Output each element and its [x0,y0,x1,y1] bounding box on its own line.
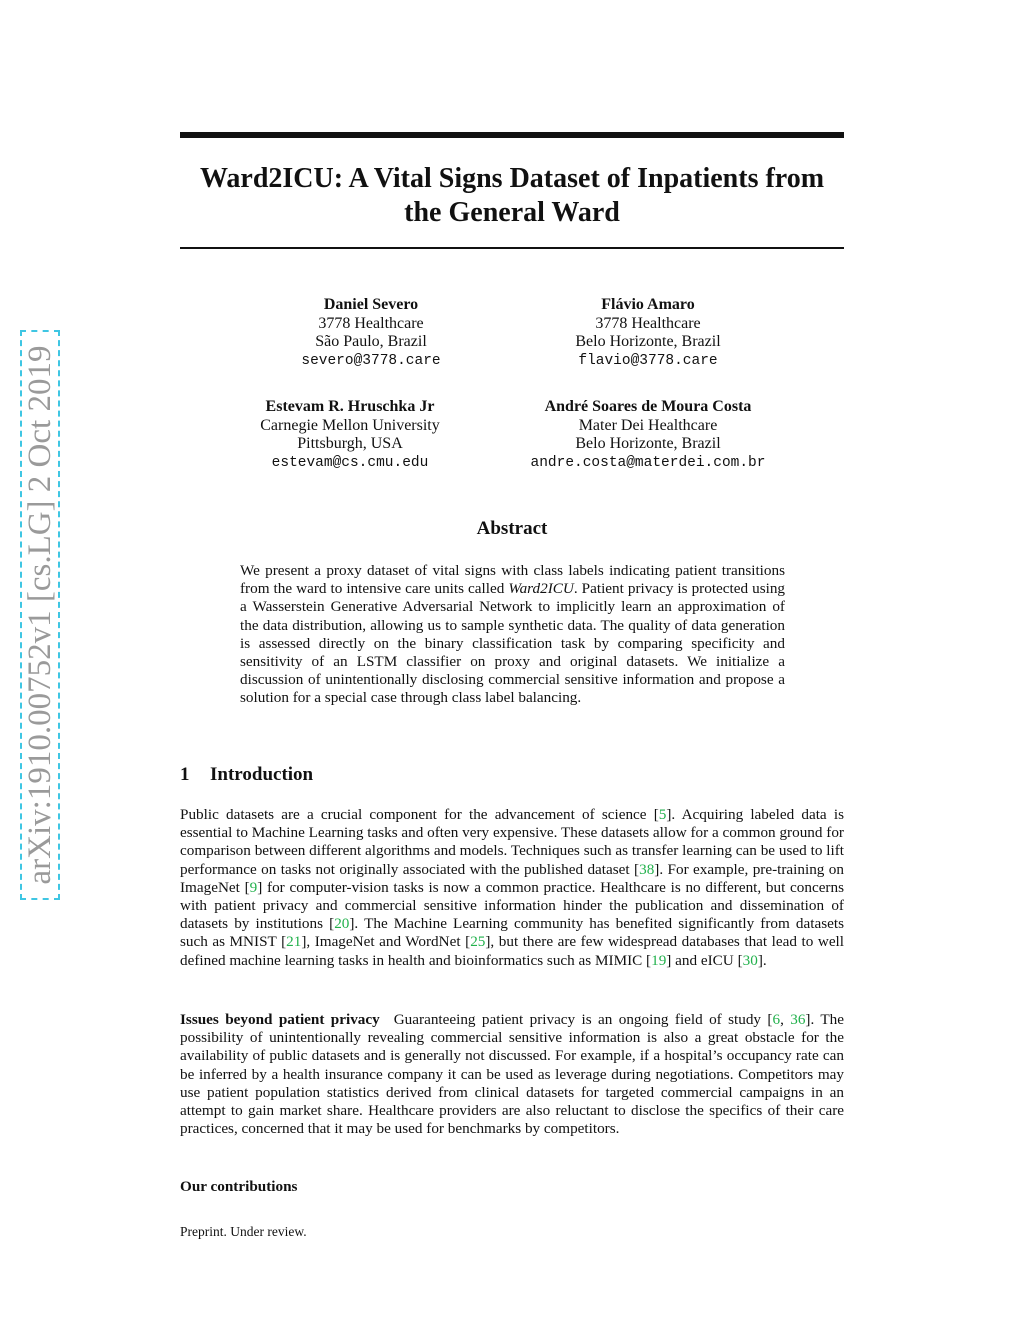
paper-title [180,162,844,230]
citation-link[interactable]: 19 [651,951,667,969]
contributions-heading: Our contributions [180,1178,298,1195]
section-heading-introduction [180,764,313,786]
abstract-heading: Abstract [476,518,548,539]
citation-link[interactable]: 25 [470,933,486,951]
author-name: Daniel Severo [323,296,419,313]
author-block-1 [221,296,521,370]
author-block-4 [498,398,798,472]
section-title: Introduction [210,764,314,785]
abstract-text-part-1: We present a proxy dataset of vital signs with class labels indicating patient transitions from the ward to intensive care units called [240,562,785,598]
text-run: ]. [757,951,767,969]
text-run: ]. Acquiring labeled data is essential to Machine Learning tasks and often very expensive. These datasets allow for a common ground for comparison between different algorithms and models. Techniques such as transfer learning can be used to lift performance on tasks not originally associated with the published dataset [ [180,806,844,878]
text-run: ]. The possibility of unintentionally revealing commercial sensitive information is also a great obstacle for the availability of public datasets and is generally not discussed. For example, if a hospital’s occupancy rate can be inferred by a health insurance company it can be used as leverage during negotiations. Competitors may use patient population statistics derived from clinical datasets for targeted commercial campaigns in an attempt to gain market share. Healthcare providers are also reluctant to disclose the specifics of their care practices, concerned that it may be used for benchmarks by competitors. [180,1011,844,1138]
author-affiliation: 3778 Healthcare [318,314,424,332]
text-run: ]. For example, pre-training on ImageNet [ [180,860,844,896]
author-email[interactable]: flavio@3778.care [578,352,718,369]
author-email[interactable]: andre.costa@materdei.com.br [530,454,766,471]
abstract-text [240,562,785,708]
citation-link[interactable]: 9 [249,878,258,896]
text-run: , [780,1011,791,1028]
intro-paragraph-2 [180,1011,844,1138]
author-email[interactable]: estevam@cs.cmu.edu [271,454,429,471]
text-run: ] for computer-vision tasks is now a common practice. Healthcare is no different, but concerns with patient privacy and commercial sensitive information hinder the publication and dissemination of datasets by institutions [ [180,878,844,933]
text-run: ], ImageNet and WordNet [ [301,933,471,951]
paragraph-runin-heading: Issues beyond patient privacy [180,1011,380,1028]
text-run: ], but there are few widespread databases that lead to well defined machine learning tasks in health and bioinformatics such as MIMIC [ [180,933,844,969]
title-rule-bottom [180,247,844,249]
author-email[interactable]: severo@3778.care [301,352,441,369]
author-affiliation: Mater Dei Healthcare [578,416,718,434]
author-block-2 [498,296,798,370]
dataset-name: Ward2ICU [508,580,574,598]
citation-link[interactable]: 5 [658,806,667,823]
text-run: ]. The Machine Learning community has benefited significantly from datasets such as MNIST [ [180,915,844,951]
author-location: São Paulo, Brazil [315,333,427,350]
text-run: ] and eICU [ [666,951,743,969]
author-name: Estevam R. Hruschka Jr [265,398,435,415]
text-run: Public datasets are a crucial component for the advancement of science [ [180,806,659,823]
author-name: André Soares de Moura Costa [544,398,752,415]
citation-link[interactable]: 6 [772,1011,781,1028]
abstract-text-part-2: . Patient privacy is protected using a Wasserstein Generative Adversarial Network to implicitly learn an approximation of the data distribution, allowing us to sample synthetic data. The quality of data generation is assessed directly on the binary classification task by comparing specificity and sensitivity of an LSTM classifier on proxy and original datasets. We initialize a discussion of unintentionally disclosing commercial sensitive information and propose a solution for a special case through class label balancing. [240,580,786,707]
author-location: Belo Horizonte, Brazil [575,435,721,452]
preprint-footer: Preprint. Under review. [180,1224,307,1239]
title-line-2: the General Ward [404,197,620,228]
section-number: 1 [180,764,190,785]
title-rule-top [180,132,844,138]
title-line-1: Ward2ICU: A Vital Signs Dataset of Inpatients from [199,163,825,194]
author-location: Pittsburgh, USA [297,435,403,452]
citation-link[interactable]: 36 [790,1011,806,1028]
author-location: Belo Horizonte, Brazil [575,333,721,350]
citation-link[interactable]: 38 [639,860,655,878]
arxiv-stamp: arXiv:1910.00752v1 [cs.LG] 2 Oct 2019 [20,330,60,900]
citation-link[interactable]: 20 [334,915,350,933]
citation-link[interactable]: 30 [742,951,758,969]
author-affiliation: Carnegie Mellon University [260,416,440,434]
author-block-3 [200,398,500,472]
intro-paragraph-1 [180,806,844,970]
text-run: Guaranteeing patient privacy is an ongoing field of study [ [393,1011,773,1028]
author-affiliation: 3778 Healthcare [595,314,701,332]
citation-link[interactable]: 21 [286,933,302,951]
author-name: Flávio Amaro [601,296,695,313]
